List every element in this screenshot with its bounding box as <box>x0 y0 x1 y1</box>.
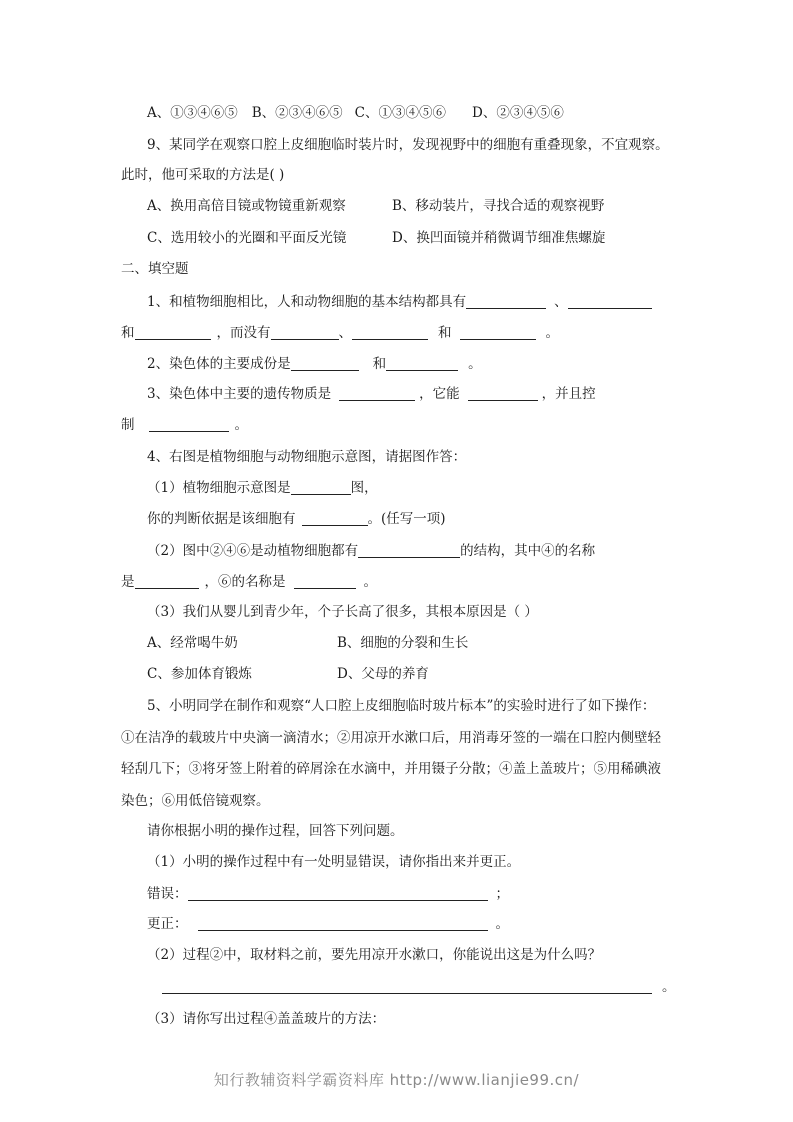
fill4-option-d: D、父母的养育 <box>337 666 429 682</box>
fill1-line2 <box>121 324 559 342</box>
q9-stem-line2: 此时，他可采取的方法是( ) <box>121 167 285 183</box>
fill1-text-d: ，而没有 <box>216 325 271 341</box>
fill1-blank-5[interactable] <box>352 325 428 340</box>
fill4-sub2-blank-2[interactable] <box>135 574 199 589</box>
fill3-text-c: ，并且控 <box>541 386 596 402</box>
fill4-sub1-blank-2[interactable] <box>302 511 368 526</box>
fill4-sub1-text-b: 图， <box>350 480 378 496</box>
fill1-blank-2[interactable] <box>568 294 652 309</box>
fill4-sub1-text-c: 你的判断依据是该细胞有 <box>147 511 296 527</box>
q8-option-d: D、②③④⑤⑥ <box>472 105 564 121</box>
q8-option-c: C、①③④⑤⑥ <box>354 105 447 121</box>
fill1-text-e: 、 <box>338 325 352 341</box>
fill5-para-line3: 轻刮几下；③将牙签上附着的碎屑涂在水滴中，并用镊子分散；④盖上盖玻片；⑤用稀碘液 <box>121 761 661 777</box>
fill5-fix-line <box>147 915 509 933</box>
fill5-q2-answer-line <box>162 978 676 996</box>
fill2-blank-2[interactable] <box>386 356 458 371</box>
fill1-line1 <box>147 293 652 311</box>
fill4-sub2-text-c: 是 <box>121 574 135 590</box>
fill4-intro: 4、右图是植物细胞与动物细胞示意图，请据图作答： <box>147 449 467 465</box>
fill4-option-a: A、经常喝牛奶 <box>147 635 238 651</box>
fill4-sub3: （3）我们从婴儿到青少年，个子长高了很多，其根本原因是（ ） <box>147 604 538 620</box>
fill4-sub1-text-a: （1）植物细胞示意图是 <box>147 480 291 496</box>
fill5-q2-blank[interactable] <box>162 979 652 994</box>
fill5-fix-end: 。 <box>495 916 509 932</box>
fill3-blank-2[interactable] <box>468 386 538 401</box>
q9-option-a: A、换用高倍目镜或物镜重新观察 <box>147 198 346 214</box>
fill3-text-b: ，它能 <box>419 386 460 402</box>
fill3-blank-3[interactable] <box>149 417 229 432</box>
fill4-sub1-line1 <box>147 479 378 497</box>
fill3-blank-1[interactable] <box>339 386 415 401</box>
fill1-text-g: 。 <box>545 325 559 341</box>
fill1-blank-1[interactable] <box>466 294 546 309</box>
fill3-text-a: 3、染色体中主要的遗传物质是 <box>147 386 332 402</box>
footer-watermark: 知行教辅资料学霸资料库 http://www.lianjie99.cn/ <box>213 1071 580 1089</box>
fill4-option-b: B、细胞的分裂和生长 <box>337 635 469 651</box>
fill5-q3: （3）请你写出过程④盖盖玻片的方法： <box>147 1011 386 1027</box>
fill2-text-c: 。 <box>468 356 482 372</box>
fill4-option-c: C、参加体育锻炼 <box>147 666 252 682</box>
fill2-text-a: 2、染色体的主要成份是 <box>147 356 291 372</box>
fill5-q2-end: 。 <box>662 979 676 995</box>
fill5-q1: （1）小明的操作过程中有一处明显错误，请你指出来并更正。 <box>147 854 521 870</box>
fill4-sub2-text-b: 的结构，其中④的名称 <box>460 543 596 559</box>
fill3-text-d: 制 <box>121 417 135 433</box>
fill5-para-line4: 染色；⑥用低倍镜观察。 <box>121 793 270 809</box>
fill4-sub1-blank-1[interactable] <box>291 480 351 495</box>
q9-option-d: D、换凹面镜并稍微调节细准焦螺旋 <box>392 230 606 246</box>
fill3-line1 <box>147 385 596 403</box>
fill5-para-line2: ①在洁净的载玻片中央滴一滴清水；②用凉开水漱口后，用消毒牙签的一端在口腔内侧壁轻 <box>121 730 661 746</box>
fill4-sub2-line2 <box>121 573 377 591</box>
q9-stem-line1: 9、某同学在观察口腔上皮细胞临时装片时，发现视野中的细胞有重叠现象，不宜观察。 <box>147 137 669 153</box>
fill3-text-e: 。 <box>234 417 248 433</box>
fill5-fix-blank[interactable] <box>198 916 488 931</box>
q8-option-b: B、②③④⑥⑤ <box>251 105 343 121</box>
fill1-text-f: 和 <box>438 325 452 341</box>
fill1-text-b: 、 <box>554 294 568 310</box>
fill4-sub2-text-d: ，⑥的名称是 <box>204 574 286 590</box>
fill5-para-line1: 5、小明同学在制作和观察“人口腔上皮细胞临时玻片标本”的实验时进行了如下操作： <box>147 698 656 714</box>
fill5-error-end: ； <box>495 886 509 902</box>
fill5-instruction: 请你根据小明的操作过程，回答下列问题。 <box>147 823 404 839</box>
fill1-blank-4[interactable] <box>271 325 339 340</box>
q9-option-b: B、移动装片，寻找合适的观察视野 <box>392 198 605 214</box>
fill2-line <box>147 355 482 373</box>
fill1-text-a: 1、和植物细胞相比，人和动物细胞的基本结构都具有 <box>147 294 467 310</box>
fill4-sub2-line1 <box>147 542 595 560</box>
fill4-sub2-blank-3[interactable] <box>294 574 356 589</box>
fill4-sub2-text-a: （2）图中②④⑥是动植物细胞都有 <box>147 543 359 559</box>
fill1-blank-3[interactable] <box>135 325 211 340</box>
fill2-blank-1[interactable] <box>291 356 359 371</box>
fill5-error-label: 错误： <box>147 886 188 902</box>
fill2-text-b: 和 <box>372 356 387 372</box>
fill4-sub1-line2 <box>147 510 446 528</box>
fill4-sub2-blank-1[interactable] <box>358 543 460 558</box>
q8-options-row <box>147 104 564 122</box>
fill5-error-line <box>147 885 509 903</box>
fill3-line2 <box>121 416 248 434</box>
fill4-sub1-text-d: 。(任写一项) <box>367 511 446 527</box>
q9-option-c: C、选用较小的光圈和平面反光镜 <box>147 230 347 246</box>
q8-option-a: A、①③④⑥⑤ <box>147 105 238 121</box>
fill4-sub2-text-e: 。 <box>363 574 377 590</box>
fill5-fix-label: 更正： <box>147 916 188 932</box>
fill5-q2: （2）过程②中，取材料之前，要先用凉开水漱口，你能说出这是为什么吗？ <box>147 947 602 963</box>
fill1-blank-6[interactable] <box>460 325 536 340</box>
fill5-error-blank[interactable] <box>188 886 488 901</box>
section-fill-blank-title: 二、填空题 <box>121 261 189 277</box>
fill1-text-c: 和 <box>121 325 135 341</box>
